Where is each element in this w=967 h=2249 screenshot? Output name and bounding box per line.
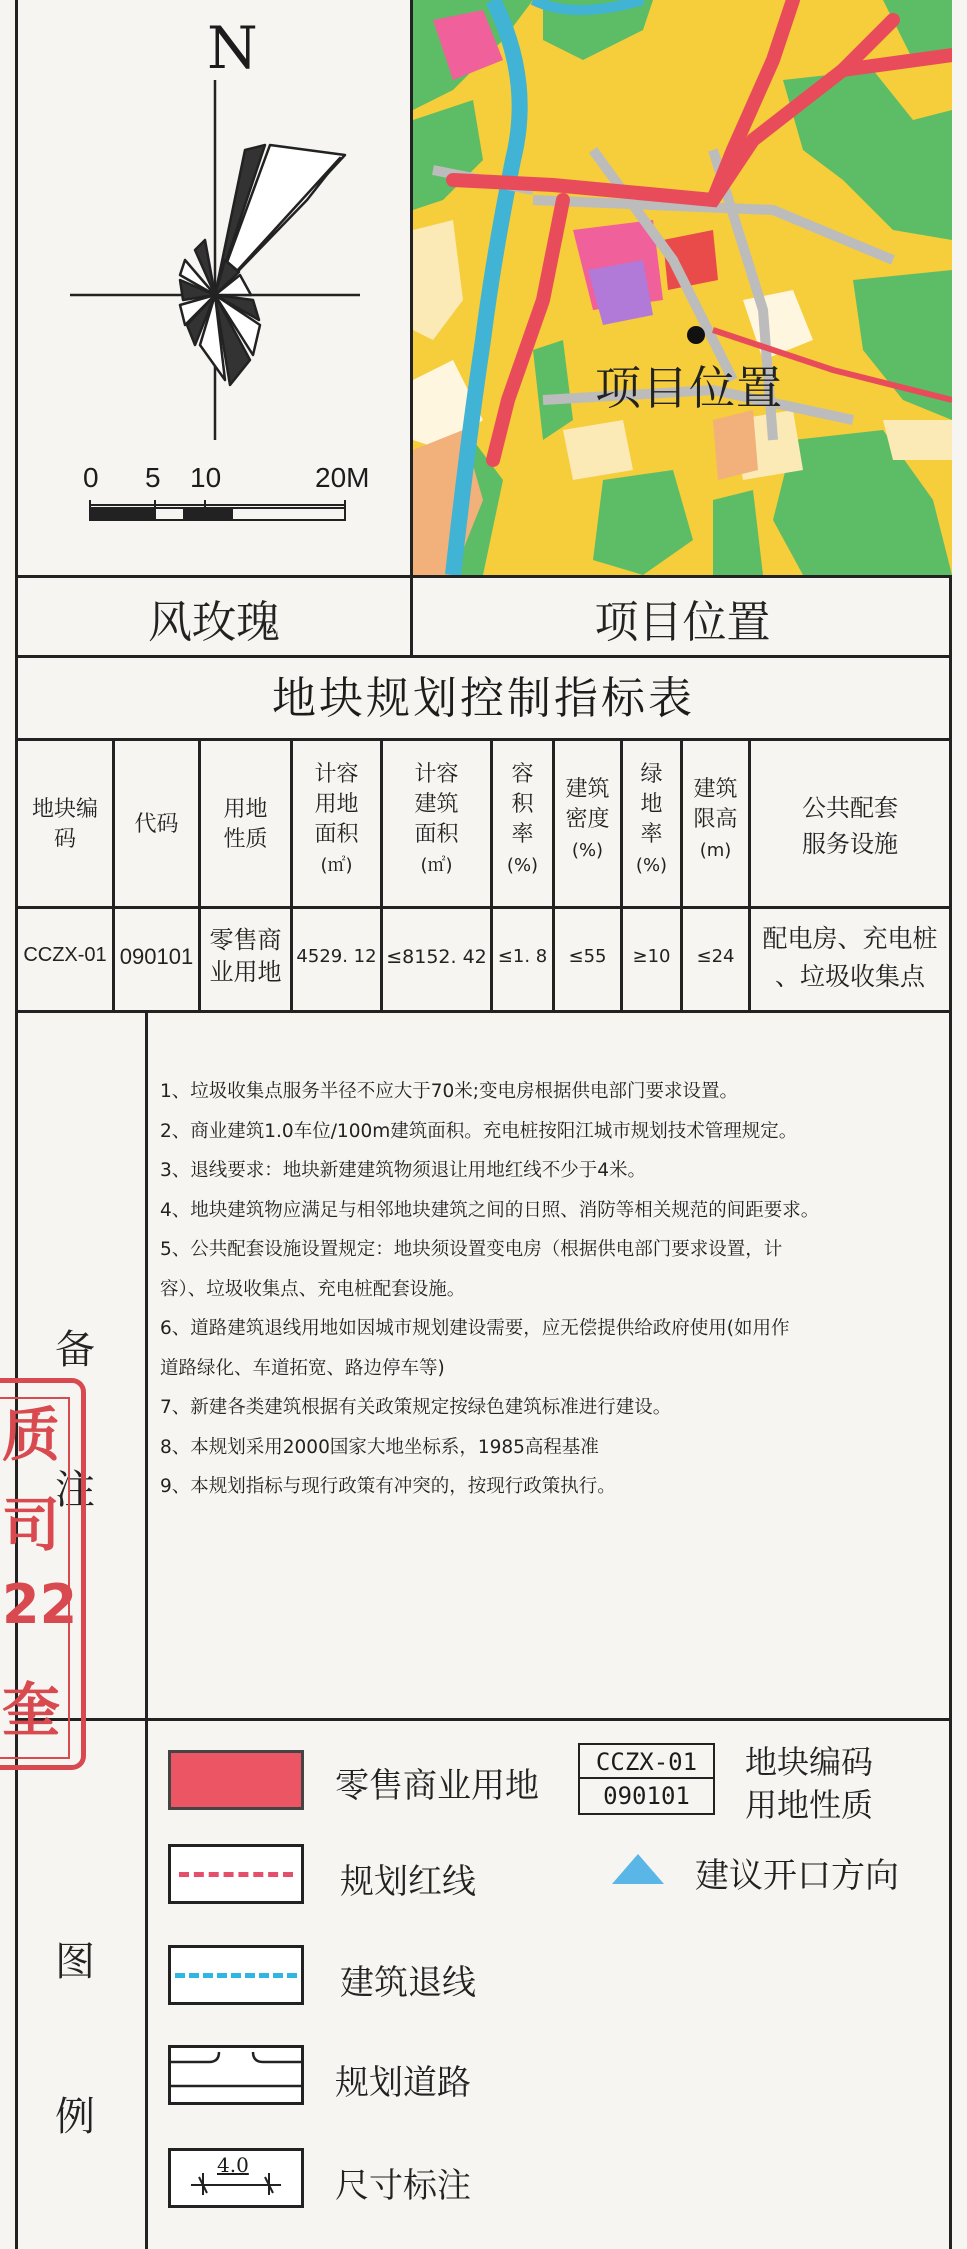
road-label: 规划道路 bbox=[335, 2063, 471, 2103]
scale-label: 5 bbox=[145, 462, 161, 493]
location-map bbox=[413, 0, 952, 575]
column-header-block-code: 地块编 码 bbox=[31, 797, 98, 852]
cell-density: ≤55 bbox=[568, 946, 607, 967]
cell-code: 090101 bbox=[119, 944, 194, 969]
column-header-facilities: 公共配套 服务设施 bbox=[802, 794, 898, 858]
cell-building-area: ≤8152. 42 bbox=[386, 946, 487, 968]
cell-block-code: CCZX-01 bbox=[23, 944, 107, 966]
wind-rose-title: 风玫瑰 bbox=[148, 597, 280, 648]
column-header-far: 容 积 率 (%) bbox=[506, 762, 539, 876]
note-item: 5、公共配套设施设置规定：地块须设置变电房（根据供电部门要求设置，计 bbox=[160, 1239, 783, 1260]
note-item: 容）、垃圾收集点、充电桩配套设施。 bbox=[160, 1278, 466, 1300]
note-item: 7、新建各类建筑根据有关政策规定按绿色建筑标准进行建设。 bbox=[160, 1397, 672, 1418]
stamp-char: 司 bbox=[2, 1491, 61, 1559]
company-stamp bbox=[0, 1378, 86, 1770]
cell-green-ratio: ≥10 bbox=[632, 946, 671, 967]
note-item: 9、本规划指标与现行政策有冲突的，按现行政策执行。 bbox=[160, 1476, 616, 1497]
column-header-height: 建筑 限高 (m) bbox=[693, 777, 738, 861]
note-item: 4、地块建筑物应满足与相邻地块建筑之间的日照、消防等相关规范的间距要求。 bbox=[160, 1199, 820, 1221]
block-code-sample: CCZX-01 090101 bbox=[578, 1743, 715, 1815]
land-use-desc: 用地性质 bbox=[745, 1786, 874, 1824]
cell-facilities: 配电房、充电桩 、垃圾收集点 bbox=[762, 924, 938, 991]
divider bbox=[15, 1010, 952, 1013]
divider bbox=[15, 906, 952, 909]
block-code-desc: 地块编码 bbox=[745, 1743, 874, 1781]
divider bbox=[15, 575, 952, 578]
location-map-graphic bbox=[413, 0, 952, 575]
project-location-label: 项目位置 bbox=[595, 361, 783, 415]
dimension-label: 尺寸标注 bbox=[335, 2166, 471, 2206]
divider bbox=[15, 1718, 952, 1721]
road-swatch bbox=[168, 2045, 304, 2105]
north-label: N bbox=[207, 14, 256, 82]
dimension-value: 4.0 bbox=[217, 2153, 249, 2177]
divider bbox=[15, 655, 952, 658]
project-location-title: 项目位置 bbox=[594, 597, 771, 648]
red-line-swatch bbox=[168, 1844, 304, 1904]
entrance-triangle-icon bbox=[610, 1852, 666, 1886]
cell-land-use: 零售商 业用地 bbox=[209, 926, 282, 986]
stamp-char: 22 bbox=[2, 1573, 78, 1636]
note-item: 8、本规划采用2000国家大地坐标系，1985高程基准 bbox=[160, 1436, 599, 1458]
stamp-char: 奎 bbox=[2, 1676, 61, 1744]
setback-label: 建筑退线 bbox=[340, 1963, 476, 2003]
retail-land-swatch bbox=[168, 1750, 304, 1810]
note-item: 1、垃圾收集点服务半径不应大于70米;变电房根据供电部门要求设置。 bbox=[160, 1081, 739, 1102]
scale-label: 20M bbox=[315, 462, 370, 493]
notes-label-bottom: 注 bbox=[55, 1467, 95, 1513]
scale-label: 10 bbox=[190, 462, 222, 493]
notes-list bbox=[160, 1072, 950, 1507]
cell-land-area: 4529. 12 bbox=[296, 946, 377, 967]
wind-rose-panel bbox=[15, 0, 413, 575]
stamp-char: 质 bbox=[2, 1401, 61, 1469]
red-line-label: 规划红线 bbox=[340, 1862, 476, 1902]
column-header-code: 代码 bbox=[134, 812, 179, 837]
scale-label: 0 bbox=[83, 462, 99, 493]
note-item: 3、退线要求：地块新建建筑物须退让用地红线不少于4米。 bbox=[160, 1160, 647, 1181]
legend-label-top: 图 bbox=[55, 1939, 95, 1985]
note-item: 6、道路建筑退线用地如因城市规划建设需要，应无偿提供给政府使用(如用作 bbox=[160, 1318, 790, 1339]
table-title: 地块规划控制指标表 bbox=[272, 673, 695, 724]
legend-label-bottom: 例 bbox=[55, 2094, 95, 2140]
divider bbox=[145, 1010, 148, 2249]
column-header-green-ratio: 绿 地 率 (%) bbox=[635, 762, 668, 876]
column-header-density: 建筑 密度 (%) bbox=[565, 777, 610, 861]
notes-label-top: 备 bbox=[55, 1327, 95, 1373]
note-item: 2、商业建筑1.0车位/100m建筑面积。充电桩按阳江城市规划技术管理规定。 bbox=[160, 1120, 798, 1142]
cell-far: ≤1. 8 bbox=[497, 946, 548, 967]
cell-height: ≤24 bbox=[696, 946, 735, 967]
dimension-swatch bbox=[168, 2148, 304, 2208]
divider bbox=[15, 738, 952, 741]
column-header-land-use: 用地 性质 bbox=[223, 797, 268, 852]
entrance-label: 建议开口方向 bbox=[695, 1856, 899, 1896]
column-header-building-area: 计容 建筑 面积 (㎡) bbox=[414, 762, 459, 876]
note-item: 道路绿化、车道拓宽、路边停车等) bbox=[160, 1357, 445, 1379]
column-header-land-area: 计容 用地 面积 (㎡) bbox=[314, 762, 359, 876]
setback-swatch bbox=[168, 1945, 304, 2005]
retail-land-label: 零售商业用地 bbox=[335, 1766, 539, 1806]
